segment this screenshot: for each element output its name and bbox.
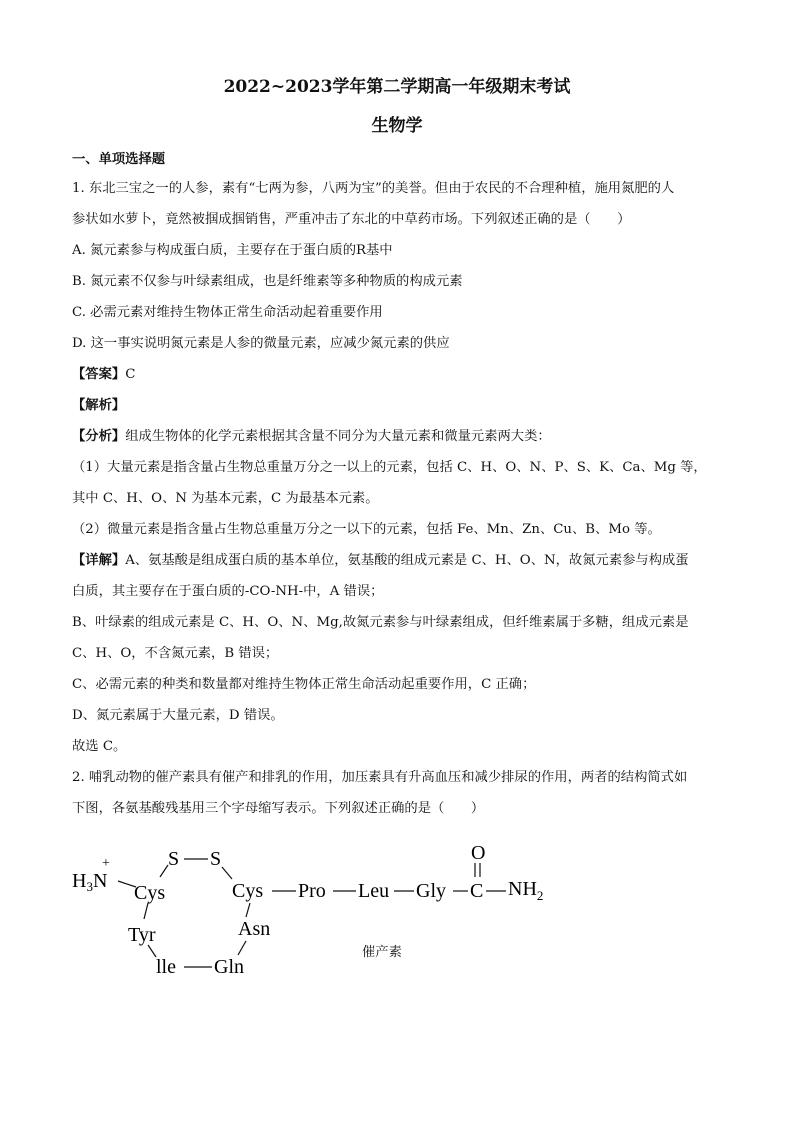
gln-label: Gln xyxy=(214,956,244,978)
o-label: O xyxy=(471,842,486,864)
answer-tag: 【答案】 xyxy=(72,367,126,382)
q1-answer xyxy=(72,363,135,382)
diagram-caption: 催产素 xyxy=(362,945,402,960)
q1-option-a: A. 氮元素参与构成蛋白质，主要存在于蛋白质的R基中 xyxy=(72,243,393,258)
q1-point2: （2）微量元素是指含量占生物总重量万分之一以下的元素，包括 Fe、Mn、Zn、Cu、B、Mo 等。 xyxy=(72,522,661,537)
q1-detail-c: C、必需元素的种类和数量都对维持生物体正常生命活动起重要作用，C 正确； xyxy=(72,677,536,692)
q1-stem-line1: 1. 东北三宝之一的人参，素有“七两为参，八两为宝”的美誉。但由于农民的不合理种植，施用氮肥的人 xyxy=(72,181,675,196)
pro-label: Pro xyxy=(298,880,326,902)
q1-detail-line2: 白质，其主要存在于蛋白质的-CO-NH-中，A 错误； xyxy=(72,584,384,599)
q1-option-b: B. 氮元素不仅参与叶绿素组成，也是纤维素等多种物质的构成元素 xyxy=(72,274,463,289)
q1-point1-line1: （1）大量元素是指含量占生物总重量万分之一以上的元素，包括 C、H、O、N、P、S、K、Ca、Mg 等， xyxy=(72,460,707,475)
bond-tyr-ile xyxy=(148,945,156,957)
q1-detail-line1 xyxy=(72,549,689,568)
ile-label: lle xyxy=(156,956,176,978)
nh2-label: $NH_2$ xyxy=(508,878,544,903)
section-heading: 一、单项选择题 xyxy=(72,152,166,167)
q1-detail-b-line2: C、H、O，不含氮元素，B 错误； xyxy=(72,646,279,661)
q1-option-d: D. 这一事实说明氮元素是人参的微量元素，应减少氮元素的供应 xyxy=(72,336,450,351)
bond-asn-gln xyxy=(238,941,246,955)
subject-title: 生物学 xyxy=(371,116,423,136)
s1-label: S xyxy=(168,848,180,870)
bond-cys2-asn xyxy=(246,903,250,917)
q2-stem-line1: 2. 哺乳动物的催产素具有催产和排乳的作用，加压素具有升高血压和减少排尿的作用，两者的结构简式如 xyxy=(72,770,688,785)
detail-text: A、氨基酸是组成蛋白质的基本单位，氨基酸的组成元素是 C、H、O、N，故氮元素参与构成蛋 xyxy=(125,553,689,568)
detail-tag: 【详解】 xyxy=(72,553,126,568)
tyr-label: Tyr xyxy=(128,924,156,946)
exam-title: 2022~2023学年第二学期高一年级期末考试 xyxy=(223,77,571,97)
q1-detail-d: D、氮元素属于大量元素，D 错误。 xyxy=(72,708,284,723)
analysis-tag: 【分析】 xyxy=(72,429,126,444)
s2-label: S xyxy=(210,848,222,870)
bond-cys1-tyr xyxy=(144,903,148,919)
q1-explain-tag xyxy=(72,394,125,413)
q1-analysis xyxy=(72,425,551,444)
bond-s-cys2 xyxy=(222,867,232,879)
analysis-text: 组成生物体的化学元素根据其含量不同分为大量元素和微量元素两大类： xyxy=(125,429,551,444)
q1-detail-b-line1: B、叶绿素的组成元素是 C、H、O、N、Mg,故氮元素参与叶绿素组成，但纤维素属于多糖，组成元素是 xyxy=(72,615,689,630)
leu-label: Leu xyxy=(358,880,390,902)
h3n-label: $H_3N$ xyxy=(72,870,108,894)
explain-tag: 【解析】 xyxy=(72,398,126,413)
cys1-label: Cys xyxy=(134,882,166,904)
q1-point1-line2: 其中 C、H、O、N 为基本元素，C 为最基本元素。 xyxy=(72,491,379,506)
q1-conclusion: 故选 C。 xyxy=(72,739,127,754)
plus-sign: + xyxy=(102,856,110,871)
q1-option-c: C. 必需元素对维持生物体正常生命活动起着重要作用 xyxy=(72,305,383,320)
asn-label: Asn xyxy=(238,918,271,940)
bond-cys1-s xyxy=(160,865,168,877)
oxytocin-structure-diagram xyxy=(60,835,580,985)
c-label: C xyxy=(470,880,484,902)
answer-value: C xyxy=(125,367,136,382)
q2-stem-line2: 下图，各氨基酸残基用三个字母缩写表示。下列叙述正确的是（ ） xyxy=(72,801,485,816)
q1-stem-line2: 参状如水萝卜，竟然被掴成掴销售，严重冲击了东北的中草药市场。下列叙述正确的是（ ） xyxy=(72,212,631,227)
cys2-label: Cys xyxy=(232,880,264,902)
gly-label: Gly xyxy=(416,880,446,902)
